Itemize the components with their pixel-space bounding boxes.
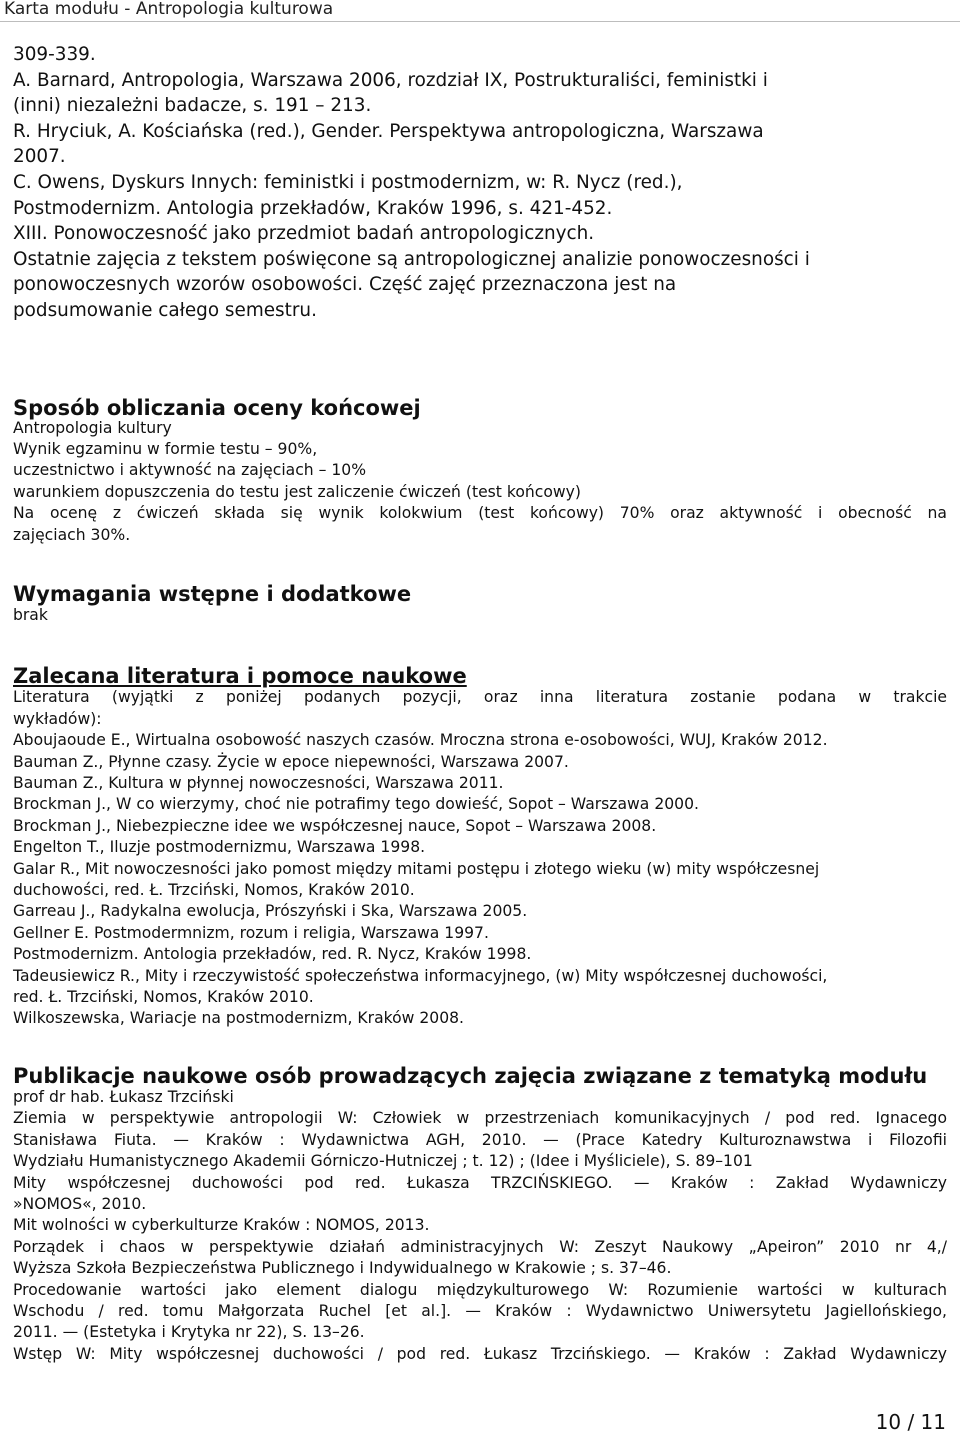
publication-item: 2011. — (Estetyka i Krytyka nr 22), S. 13–26. (13, 1323, 365, 1342)
topic-description (13, 42, 947, 324)
publication-item: prof dr hab. Łukasz Trzciński (13, 1087, 234, 1106)
literature-item: Wilkoszewska, Wariacje na postmodernizm, Kraków 2008. (13, 1009, 464, 1028)
publication-item: Wyższa Szkoła Bezpieczeństwa Publicznego i Indywidualnego w Krakowie ; s. 37–46. (13, 1259, 672, 1278)
literature-item: Gellner E. Postmodermnizm, rozum i religia, Warszawa 1997. (13, 923, 489, 942)
publications-section (13, 1063, 947, 1365)
publication-item: Wydziału Humanistycznego Akademii Górniczo-Hutniczej ; t. 12) ; (Idee i Myśliciele), S. 89–101 (13, 1152, 753, 1171)
publication-item: Mity współczesnej duchowości pod red. Łukasza TRZCIŃSKIEGO. — Kraków : Zakład Wydawniczy (13, 1173, 947, 1192)
intro-line: C. Owens, Dyskurs Innych: feministki i postmodernizm, w: R. Nycz (red.), (13, 171, 683, 193)
requirements-text: brak (13, 605, 48, 624)
literature-item: red. Ł. Trzciński, Nomos, Kraków 2010. (13, 988, 314, 1007)
publication-item: Porządek i chaos w perspektywie działań administracyjnych W: Zeszyt Naukowy „Apeiron” 2010 nr 4,/ (13, 1237, 947, 1256)
literature-item: Engelton T., Iluzje postmodernizmu, Warszawa 1998. (13, 838, 426, 857)
intro-line: ponowoczesnych wzorów osobowości. Część zajęć przeznaczona jest na (13, 274, 677, 296)
intro-line: Postmodernizm. Antologia przekładów, Kraków 1996, s. 421-452. (13, 197, 613, 219)
literature-item: duchowości, red. Ł. Trzciński, Nomos, Kraków 2010. (13, 881, 415, 900)
literature-item: Garreau J., Radykalna ewolucja, Prószyński i Ska, Warszawa 2005. (13, 902, 528, 921)
literature-item: Postmodernizm. Antologia przekładów, red. R. Nycz, Kraków 1998. (13, 945, 532, 964)
grading-section (13, 395, 947, 546)
publication-item: Ziemia w perspektywie antropologii W: Człowiek w przestrzeniach komunikacyjnych / pod red. Ignacego (13, 1109, 947, 1128)
grading-line: zajęciach 30%. (13, 525, 131, 544)
requirements-heading: Wymagania wstępne i dodatkowe (13, 581, 412, 606)
grading-line: warunkiem dopuszczenia do testu jest zaliczenie ćwiczeń (test końcowy) (13, 482, 581, 501)
document-title: Karta modułu - Antropologia kulturowa (4, 0, 334, 19)
intro-line: (inni) niezależni badacze, s. 191 – 213. (13, 95, 372, 117)
grading-line: uczestnictwo i aktywność na zajęciach – 10% (13, 461, 367, 480)
literature-item: Galar R., Mit nowoczesności jako pomost między mitami postępu i złotego wieku (w) mity współczesnej (13, 859, 820, 878)
publication-item: Stanisława Fiuta. — Kraków : Wydawnictwa AGH, 2010. — (Prace Katedry Kulturoznawstwa i Filozofii (13, 1130, 947, 1149)
intro-line: R. Hryciuk, A. Kościańska (red.), Gender. Perspektywa antropologiczna, Warszawa (13, 120, 764, 142)
intro-line: Ostatnie zajęcia z tekstem poświęcone są antropologicznej analizie ponowoczesności i (13, 248, 810, 270)
grading-line: Wynik egzaminu w formie testu – 90%, (13, 439, 318, 458)
publication-item: Wschodu / red. tomu Małgorzata Ruchel [et al.]. — Kraków : Wydawnictwo Uniwersytetu Jagiellońskiego, (13, 1301, 947, 1320)
literature-item: Brockman J., W co wierzymy, choć nie potrafimy tego dowieść, Sopot – Warszawa 2000. (13, 795, 699, 814)
literature-item: Brockman J., Niebezpieczne idee we współczesnej nauce, Sopot – Warszawa 2008. (13, 816, 657, 835)
intro-line: XIII. Ponowoczesność jako przedmiot badań antropologicznych. (13, 223, 595, 245)
publication-item: Wstęp W: Mity współczesnej duchowości / pod red. Łukasz Trzcińskiego. — Kraków : Zakład Wydawniczy (13, 1344, 947, 1363)
literature-item: Bauman Z., Kultura w płynnej nowoczesności, Warszawa 2011. (13, 774, 504, 792)
grading-heading: Sposób obliczania oceny końcowej (13, 395, 421, 420)
intro-line: 2007. (13, 146, 66, 168)
literature-item: Tadeusiewicz R., Mity i rzeczywistość społeczeństwa informacyjnego, (w) Mity współczesnej duchowości, (13, 966, 828, 985)
literature-section (13, 663, 947, 1030)
intro-line: podsumowanie całego semestru. (13, 299, 317, 321)
page-number: 10 / 11 (875, 1410, 946, 1434)
grading-line: Antropologia kultury (13, 418, 172, 437)
publications-heading: Publikacje naukowe osób prowadzących zajęcia związane z tematyką modułu (13, 1063, 928, 1088)
literature-intro: wykładów): (13, 709, 102, 728)
requirements-section (13, 581, 947, 626)
grading-line: Na ocenę z ćwiczeń składa się wynik kolokwium (test końcowy) 70% oraz aktywność i obecność na (13, 504, 947, 523)
intro-line: A. Barnard, Antropologia, Warszawa 2006, rozdział IX, Postrukturaliści, feministki i (13, 69, 768, 91)
publication-item: Mit wolności w cyberkulturze Kraków : NOMOS, 2013. (13, 1216, 430, 1235)
page-header (0, 0, 960, 22)
publication-item: Procedowanie wartości jako element dialogu międzykulturowego W: Rozumienie wartości w kulturach (13, 1280, 947, 1299)
page-content (13, 42, 947, 1365)
literature-item: Aboujaoude E., Wirtualna osobowość naszych czasów. Mroczna strona e-osobowości, WUJ, Kraków 2012. (13, 731, 828, 750)
literature-heading: Zalecana literatura i pomoce naukowe (13, 664, 467, 689)
publication-item: »NOMOS«, 2010. (13, 1194, 147, 1213)
literature-item: Bauman Z., Płynne czasy. Życie w epoce niepewności, Warszawa 2007. (13, 752, 569, 771)
intro-line: 309-339. (13, 44, 96, 65)
literature-intro: Literatura (wyjątki z poniżej podanych pozycji, oraz inna literatura zostanie podana w trakcie (13, 688, 947, 707)
